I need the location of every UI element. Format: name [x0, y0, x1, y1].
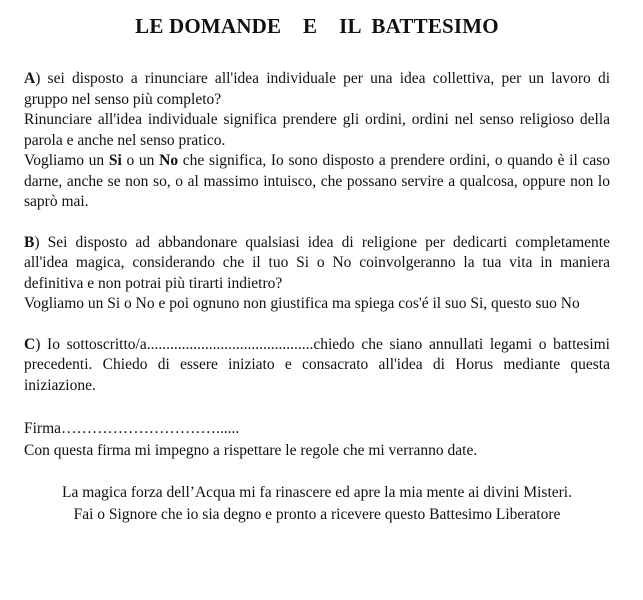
- signature-commitment: Con questa firma mi impegno a rispettare le regole che mi verranno date.: [24, 442, 478, 459]
- section-a: [24, 69, 610, 213]
- closing-line-2: Fai o Signore che io sia degno e pronto a ricevere questo Battesimo Liberatore: [73, 506, 561, 523]
- section-b-question-text: ) Sei disposto ad abbandonare qualsiasi idea di religione per dedicarti completamente all'idea magica, considerando che il tuo Si o No coinvolgeranno la tua vita in maniera definitiva e non potrai più tirarti indietro?: [24, 233, 610, 292]
- section-a-si: Si: [108, 152, 122, 169]
- section-a-answer-intro: Vogliamo un: [24, 152, 109, 169]
- section-c-letter: C: [24, 335, 36, 353]
- section-c-text-block: [24, 335, 610, 397]
- section-a-no: No: [159, 152, 179, 169]
- section-b-letter: B: [24, 233, 35, 251]
- section-a-explanation: Rinunciare all'idea individuale significa prendere gli ordini, ordini nel senso religioso della parola e anche nel senso pratico.: [24, 111, 610, 149]
- signature-block: [24, 418, 610, 462]
- section-a-answer-rest: che significa, Io sono disposto a prendere ordini, o quando è il caso darne, anche se non so, o al massimo intuisco, che possano servire a qualcosa, oppure non lo saprò mai.: [24, 152, 611, 210]
- section-a-o-un: o un: [121, 152, 160, 169]
- section-a-question: [24, 69, 610, 110]
- signature-line: Firma…………………………......: [24, 420, 240, 437]
- section-c: [24, 335, 610, 397]
- section-b-answer: Vogliamo un Si o No e poi ognuno non giustifica ma spiega cos'é il suo Si, questo suo No: [24, 295, 580, 312]
- document-page: [24, 14, 610, 526]
- section-a-letter: A: [24, 70, 36, 87]
- closing-block: [24, 482, 610, 526]
- section-b-question: [24, 233, 610, 295]
- section-a-answer: [24, 151, 610, 213]
- section-c-text: ) Io sottoscritto/a...........................................chiedo che siano annullati legami o battesimi precedenti. Chiedo di essere iniziato e consacrato all'idea di Horus mediante questa iniziazione.: [24, 335, 610, 394]
- section-a-question-text: ) sei disposto a rinunciare all'idea individuale per una idea collettiva, per un lavoro di gruppo nel senso più completo?: [24, 70, 610, 108]
- section-b: [24, 233, 610, 315]
- closing-line-1: La magica forza dell’Acqua mi fa rinascere ed apre la mia mente ai divini Misteri.: [62, 484, 572, 501]
- page-title: LE DOMANDE E IL BATTESIMO: [135, 14, 499, 38]
